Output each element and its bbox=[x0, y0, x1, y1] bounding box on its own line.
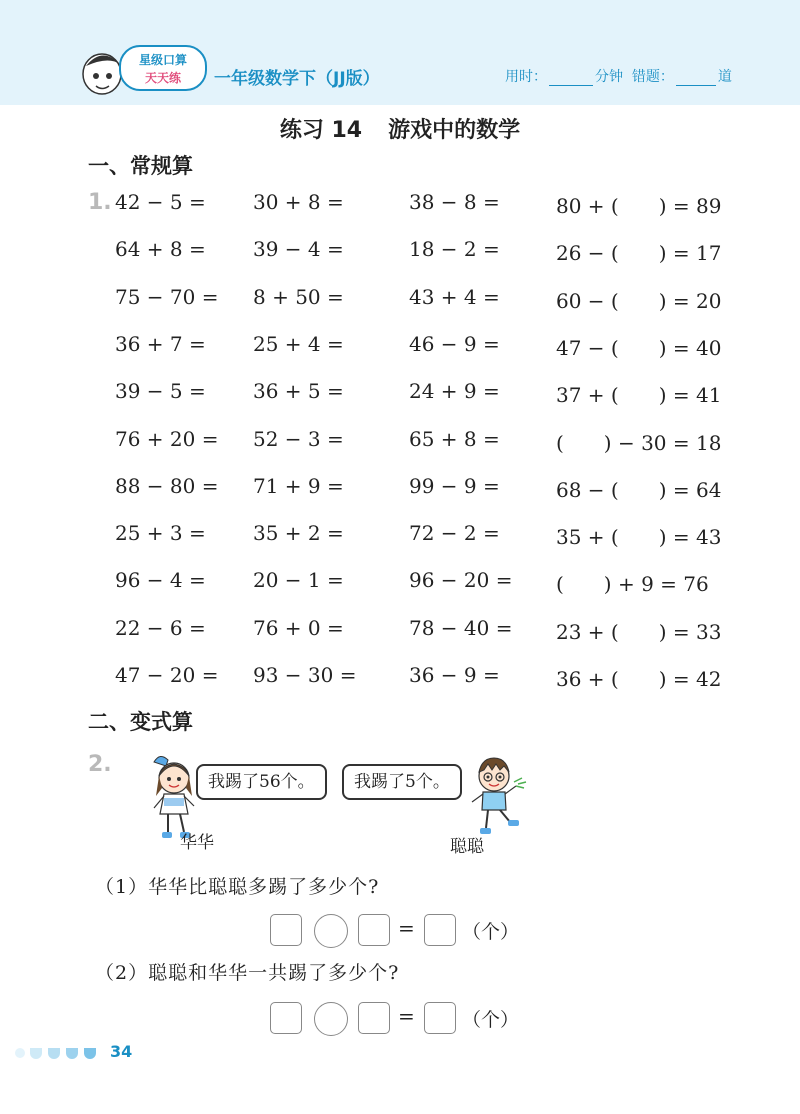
arithmetic-problem: 42 − 5 = bbox=[115, 190, 206, 214]
girl-speech-bubble: 我踢了56个。 bbox=[196, 764, 327, 800]
arithmetic-problem: 78 − 40 = bbox=[409, 615, 513, 640]
exercise-name: 游戏中的数学 bbox=[388, 118, 521, 143]
result-box[interactable] bbox=[424, 1002, 456, 1034]
arithmetic-problem: 75 − 70 = bbox=[115, 284, 219, 309]
equals-sign: = bbox=[398, 916, 415, 940]
equals-sign: = bbox=[398, 1004, 415, 1028]
section-1-heading: 一、常规算 bbox=[88, 154, 193, 178]
result-box[interactable] bbox=[424, 914, 456, 946]
answer-box-2[interactable] bbox=[358, 1002, 390, 1034]
arithmetic-problem: 71 + 9 = bbox=[253, 473, 344, 498]
fill-blank-equation[interactable]: ( ) − 30 = 18 bbox=[556, 430, 722, 455]
arithmetic-problem: 25 + 4 = bbox=[253, 331, 344, 356]
arithmetic-problem: 35 + 2 = bbox=[253, 521, 344, 546]
fill-blank-equation[interactable]: 35 + ( ) = 43 bbox=[556, 525, 722, 550]
arithmetic-problem: 38 − 8 = bbox=[409, 190, 500, 214]
book-title: 一年级数学下（JJ版） bbox=[214, 69, 380, 89]
arithmetic-problem: 20 − 1 = bbox=[253, 568, 344, 593]
arithmetic-problem: 93 − 30 = bbox=[253, 663, 357, 687]
fill-blank-equation[interactable]: 23 + ( ) = 33 bbox=[556, 619, 722, 644]
section-2-heading: 二、变式算 bbox=[88, 710, 193, 734]
arithmetic-problem: 46 − 9 = bbox=[409, 331, 500, 356]
arithmetic-problem: 72 − 2 = bbox=[409, 521, 500, 546]
boy-name: 聪聪 bbox=[450, 837, 484, 857]
errors-unit: 道 bbox=[717, 69, 732, 85]
page-number: 34 bbox=[110, 1042, 133, 1061]
arithmetic-problem: 22 − 6 = bbox=[115, 615, 206, 640]
answer-box-1[interactable] bbox=[270, 914, 302, 946]
arithmetic-problem: 52 − 3 = bbox=[253, 426, 344, 451]
operator-circle[interactable] bbox=[314, 914, 348, 948]
arithmetic-problem: 36 − 9 = bbox=[409, 663, 500, 687]
logo-text-top: 星级口算 bbox=[138, 53, 188, 67]
errors-blank[interactable] bbox=[676, 72, 716, 86]
arithmetic-problem: 39 − 5 = bbox=[115, 379, 206, 404]
time-and-errors bbox=[505, 66, 732, 86]
arithmetic-problem: 24 + 9 = bbox=[409, 379, 500, 404]
subquestion-1-text: （1）华华比聪聪多踢了多少个? bbox=[95, 876, 380, 898]
fill-blank-equation[interactable]: 36 + ( ) = 42 bbox=[556, 667, 722, 691]
time-label: 用时： bbox=[505, 69, 547, 85]
arithmetic-problem: 43 + 4 = bbox=[409, 284, 500, 309]
unit-label: （个） bbox=[462, 1009, 520, 1031]
question-1-number: 1. bbox=[88, 190, 112, 215]
arithmetic-problem: 36 + 5 = bbox=[253, 379, 344, 404]
fill-blank-equation[interactable]: 68 − ( ) = 64 bbox=[556, 477, 722, 502]
boy-speech-bubble: 我踢了5个。 bbox=[342, 764, 462, 800]
question-2-number: 2. bbox=[88, 752, 112, 777]
subquestion-2-text: （2）聪聪和华华一共踢了多少个? bbox=[95, 962, 400, 984]
arithmetic-problem: 25 + 3 = bbox=[115, 521, 206, 546]
fill-blank-equation[interactable]: 37 + ( ) = 41 bbox=[556, 383, 722, 408]
operator-circle[interactable] bbox=[314, 1002, 348, 1036]
arithmetic-problem: 88 − 80 = bbox=[115, 473, 219, 498]
arithmetic-problem: 96 − 4 = bbox=[115, 568, 206, 593]
fill-blank-equation[interactable]: 60 − ( ) = 20 bbox=[556, 288, 722, 313]
footer-decoration bbox=[14, 1046, 110, 1060]
time-blank[interactable] bbox=[549, 72, 593, 86]
arithmetic-problem: 47 − 20 = bbox=[115, 663, 219, 687]
brand-logo bbox=[78, 38, 218, 104]
arithmetic-problem: 96 − 20 = bbox=[409, 568, 513, 593]
answer-box-1[interactable] bbox=[270, 1002, 302, 1034]
fill-blank-equation[interactable]: 80 + ( ) = 89 bbox=[556, 194, 722, 218]
arithmetic-problem: 64 + 8 = bbox=[115, 237, 206, 262]
arithmetic-problem: 76 + 20 = bbox=[115, 426, 219, 451]
time-unit: 分钟 bbox=[595, 69, 623, 85]
fill-blank-equation[interactable]: 47 − ( ) = 40 bbox=[556, 335, 722, 360]
arithmetic-problem: 36 + 7 = bbox=[115, 331, 206, 356]
arithmetic-problem: 18 − 2 = bbox=[409, 237, 500, 262]
arithmetic-problem: 99 − 9 = bbox=[409, 473, 500, 498]
arithmetic-problem: 39 − 4 = bbox=[253, 237, 344, 262]
unit-label: （个） bbox=[462, 921, 520, 943]
arithmetic-problem: 65 + 8 = bbox=[409, 426, 500, 451]
arithmetic-problem: 30 + 8 = bbox=[253, 190, 344, 214]
logo-text-bottom: 天天练 bbox=[144, 71, 182, 85]
fill-blank-equation[interactable]: ( ) + 9 = 76 bbox=[556, 572, 709, 597]
arithmetic-problem: 76 + 0 = bbox=[253, 615, 344, 640]
boy-figure-icon bbox=[466, 752, 528, 838]
errors-label: 错题： bbox=[631, 69, 674, 85]
arithmetic-problem: 8 + 50 = bbox=[253, 284, 344, 309]
exercise-label: 练习 14 bbox=[279, 118, 363, 143]
girl-name: 华华 bbox=[180, 833, 214, 853]
answer-box-2[interactable] bbox=[358, 914, 390, 946]
exercise-title bbox=[0, 113, 800, 144]
fill-blank-equation[interactable]: 26 − ( ) = 17 bbox=[556, 241, 722, 266]
